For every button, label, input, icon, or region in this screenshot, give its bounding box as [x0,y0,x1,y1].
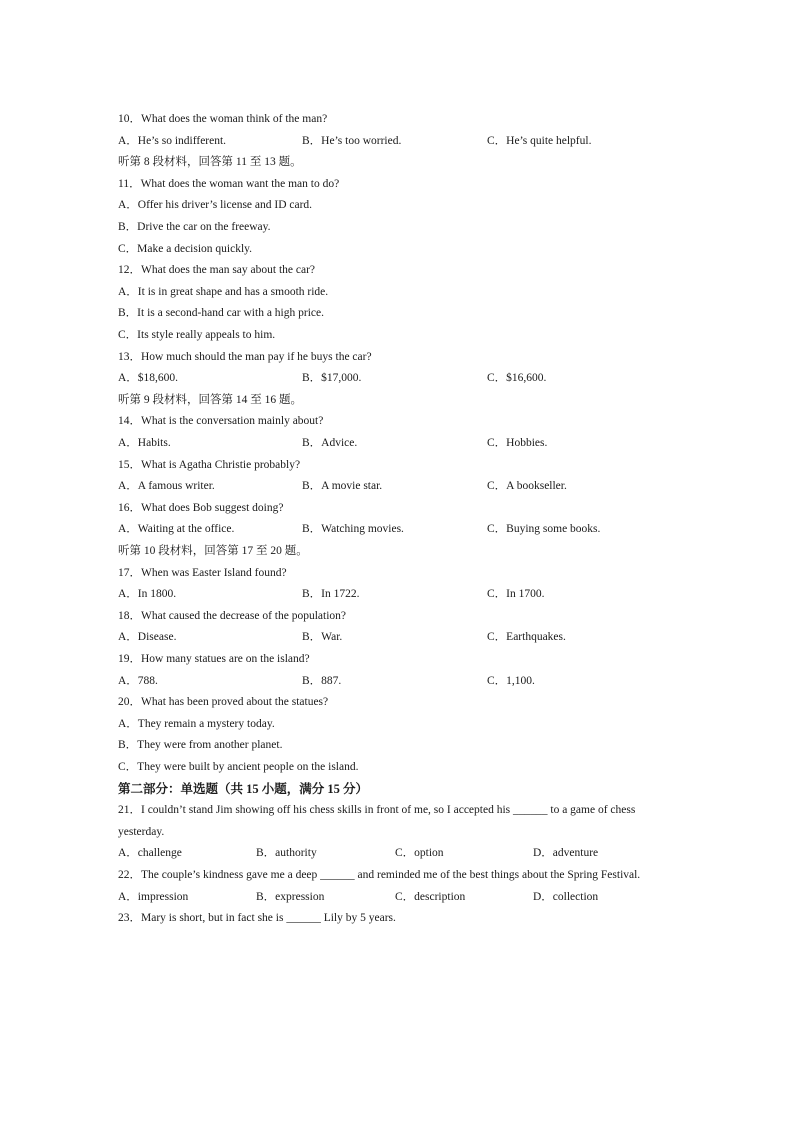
question-text: A．It is in great shape and has a smooth ride. [118,285,329,298]
question-text: 11．What does the woman want the man to do? [118,177,340,190]
answer-option: A．He’s so indifferent. [118,134,227,147]
question-text: 14．What is the conversation mainly about? [118,415,324,428]
question-text: 18．What caused the decrease of the population? [118,609,346,622]
question-text: 23．Mary is short, but in fact she is ______ Lily by 5 years. [118,912,396,925]
options-row [118,369,678,387]
answer-option: C．1,100. [487,674,535,687]
answer-option: D．adventure [533,847,599,860]
listening-instruction: 听第 10 段材料，回答第 17 至 20 题。 [118,545,308,557]
question-text: 10．What does the woman think of the man? [118,113,328,125]
question-text: 20．What has been proved about the statues? [118,696,329,709]
question-text: 12．What does the man say about the car? [118,264,316,277]
answer-option: C．option [395,847,444,860]
answer-option: B．A movie star. [302,480,383,493]
question-text: C．Make a decision quickly. [118,242,253,255]
options-row [118,132,678,150]
question-text: 21．I couldn’t stand Jim showing off his chess skills in front of me, so I accepted his ______ to a game of chess [118,804,636,817]
options-row [118,434,678,452]
answer-option: B．Watching movies. [302,523,404,536]
question-text: 17．When was Easter Island found? [118,566,287,579]
answer-option: A．A famous writer. [118,480,215,493]
listening-instruction: 听第 9 段材料，回答第 14 至 16 题。 [118,393,302,406]
answer-option: A．Disease. [118,631,177,644]
answer-option: B．expression [256,890,325,903]
answer-option: C．description [395,890,466,903]
options-row [118,520,678,538]
question-text: B．They were from another planet. [118,739,283,752]
answer-option: C．He’s quite helpful. [487,134,592,147]
section-heading: 第二部分：单选题（共 15 小题，满分 15 分） [118,781,369,796]
answer-option: B．887. [302,674,342,687]
listening-instruction: 听第 8 段材料，回答第 11 至 13 题。 [118,156,302,169]
answer-option: B．$17,000. [302,372,362,385]
question-text: 19．How many statues are on the island? [118,653,310,665]
question-text: C．Its style really appeals to him. [118,329,276,341]
question-text: C．They were built by ancient people on the island. [118,761,359,773]
answer-option: C．Buying some books. [487,523,601,536]
answer-option: B．In 1722. [302,588,360,601]
question-text: 16．What does Bob suggest doing? [118,501,284,514]
answer-option: A．impression [118,890,189,903]
answer-option: A．Waiting at the office. [118,523,235,536]
options-row [118,844,678,862]
question-text: B．It is a second-hand car with a high price. [118,307,324,320]
answer-option: A．$18,600. [118,372,179,385]
answer-option: C．In 1700. [487,588,545,601]
answer-option: C．A bookseller. [487,480,567,493]
answer-option: B．He’s too worried. [302,134,402,147]
question-text: 13．How much should the man pay if he buys the car? [118,350,372,363]
answer-option: C．$16,600. [487,372,547,385]
answer-option: A．788. [118,674,158,687]
options-row [118,672,678,690]
question-text: yesterday. [118,825,165,838]
question-text: 15．What is Agatha Christie probably? [118,458,301,471]
options-row [118,888,678,906]
question-text: A．They remain a mystery today. [118,717,275,730]
answer-option: A．challenge [118,847,182,860]
answer-option: C．Hobbies. [487,437,548,449]
answer-option: B．War. [302,631,343,644]
options-row [118,585,678,603]
options-row [118,477,678,495]
answer-option: A．Habits. [118,437,171,449]
question-text: B．Drive the car on the freeway. [118,221,271,233]
answer-option: C．Earthquakes. [487,631,566,644]
answer-option: B．authority [256,847,317,860]
answer-option: A．In 1800. [118,588,177,601]
answer-option: D．collection [533,890,599,903]
question-text: 22．The couple’s kindness gave me a deep ______ and reminded me of the best things about the Spring Festival. [118,869,641,881]
question-text: A．Offer his driver’s license and ID card. [118,199,313,212]
answer-option: B．Advice. [302,437,358,449]
options-row [118,628,678,646]
